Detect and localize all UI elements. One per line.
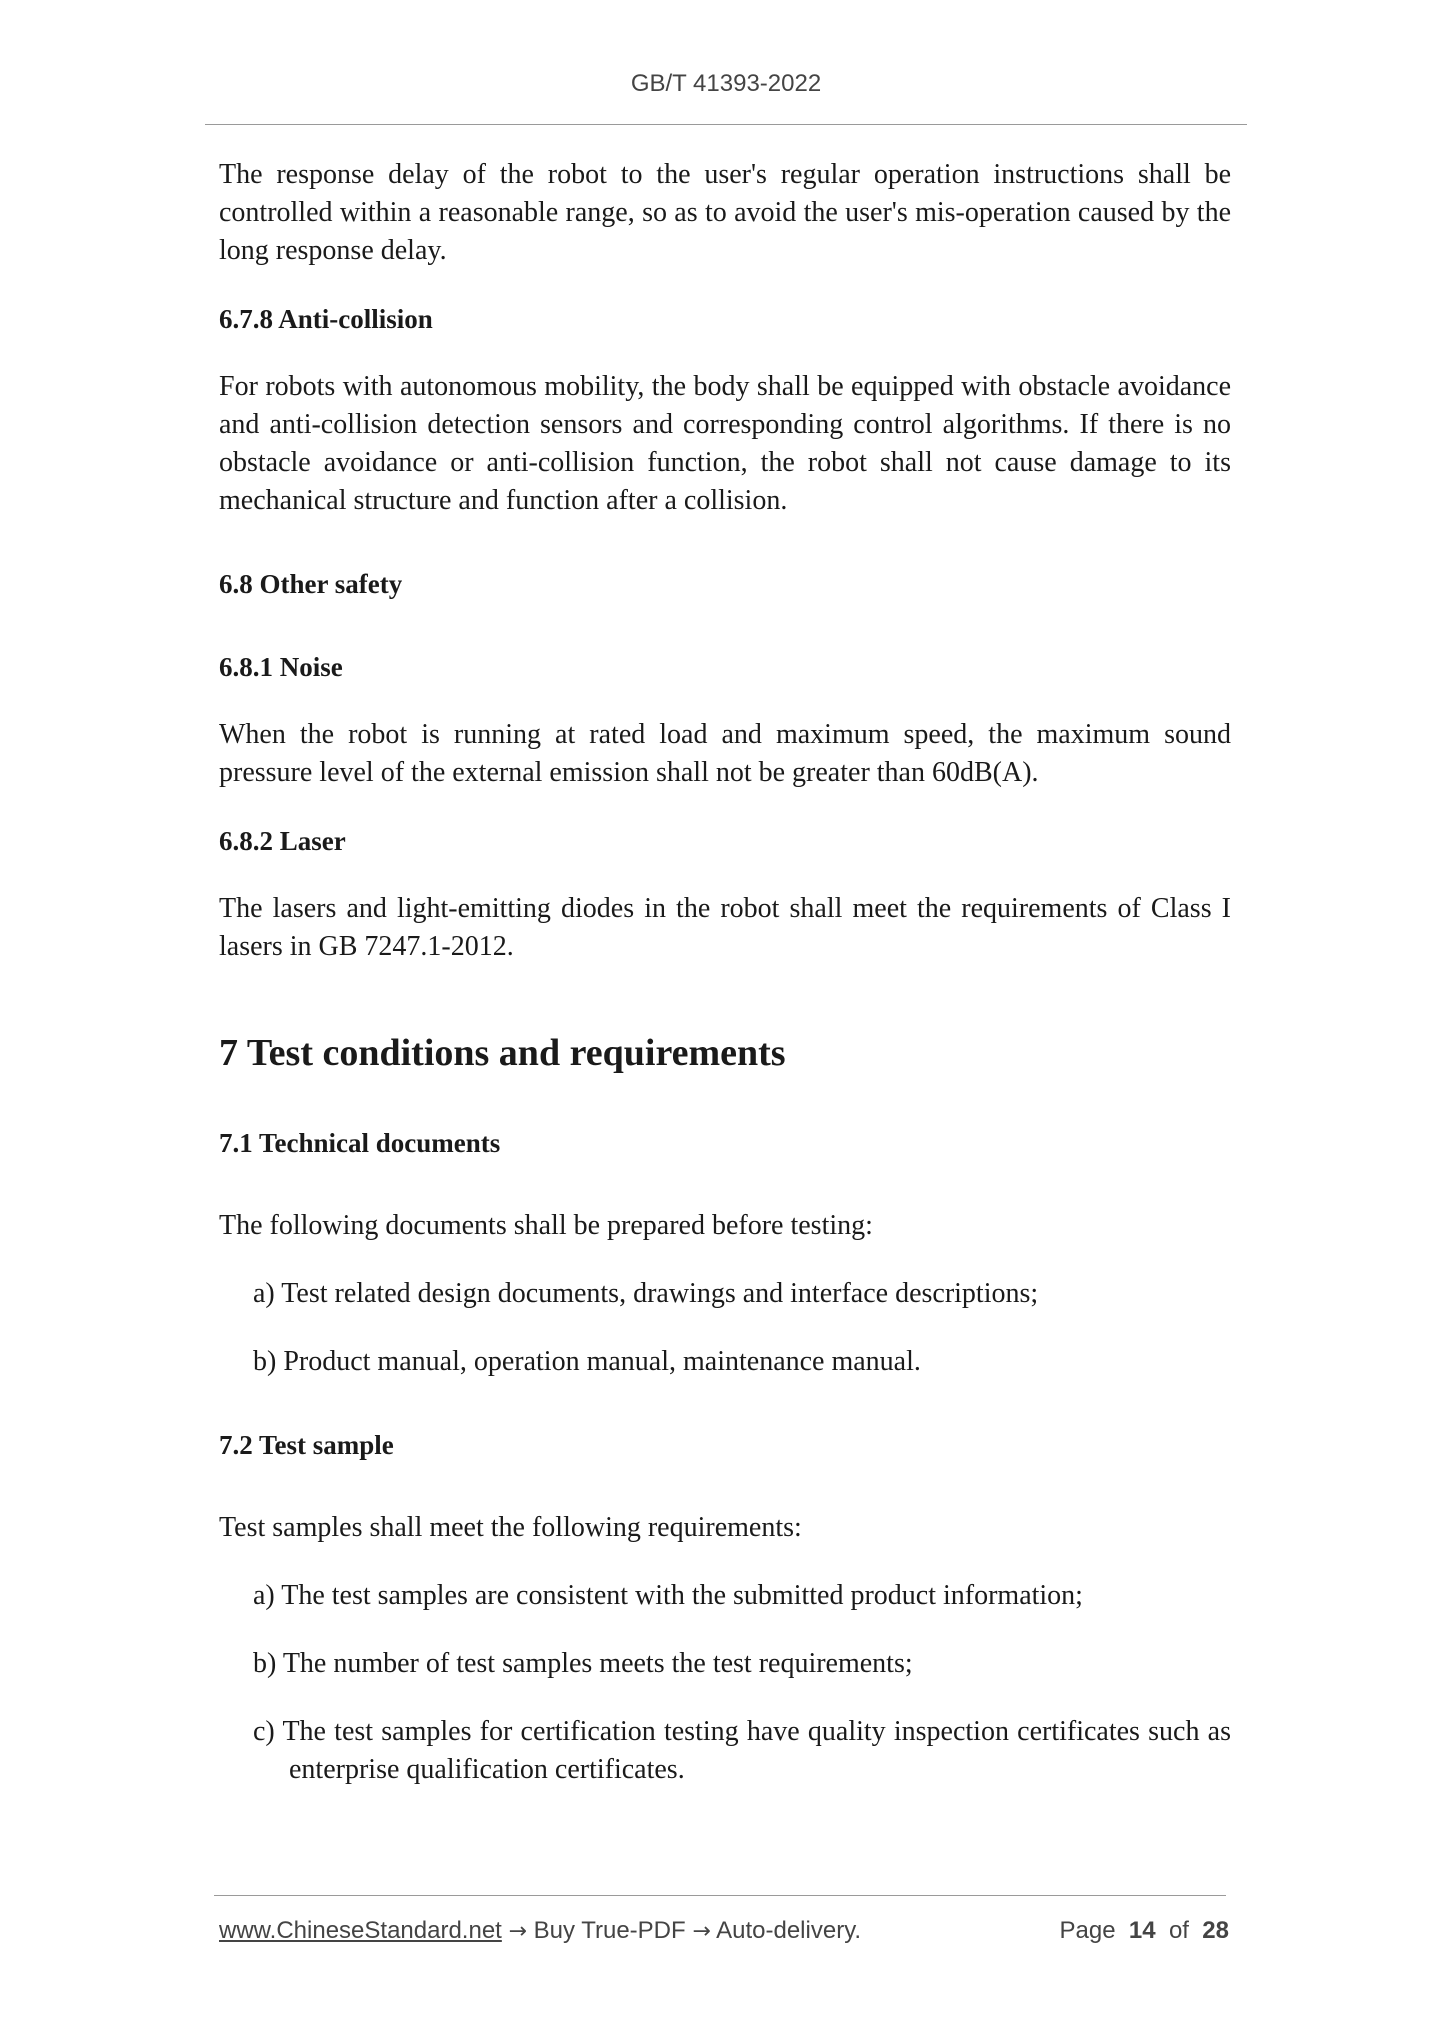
heading-6-8-2: 6.8.2 Laser bbox=[219, 826, 346, 856]
footer-links bbox=[219, 1917, 861, 1945]
list-item-design-documents: a) Test related design documents, drawings and interface descriptions; bbox=[253, 1278, 1039, 1309]
site-link[interactable]: www.ChineseStandard.net bbox=[219, 1917, 502, 1944]
page-counter bbox=[1059, 1917, 1229, 1945]
paragraph-samples-intro: Test samples shall meet the following requirements: bbox=[219, 1512, 802, 1543]
list-item-samples-consistent: a) The test samples are consistent with the submitted product information; bbox=[253, 1580, 1083, 1611]
paragraph-documents-intro: The following documents shall be prepared before testing: bbox=[219, 1210, 873, 1241]
list-item-manuals: b) Product manual, operation manual, maintenance manual. bbox=[253, 1346, 921, 1377]
paragraph-laser: The lasers and light-emitting diodes in the robot shall meet the requirements of Class I lasers in GB 7247.1-2012. bbox=[219, 893, 1231, 962]
of-label: of bbox=[1168, 1917, 1189, 1944]
auto-delivery-text: Auto-delivery. bbox=[716, 1917, 862, 1944]
document-number-header: GB/T 41393-2022 bbox=[630, 70, 822, 97]
arrow-right-icon: → bbox=[508, 1919, 527, 1944]
page-label: Page bbox=[1059, 1917, 1116, 1944]
page-content bbox=[219, 156, 1231, 1789]
heading-7-2: 7.2 Test sample bbox=[219, 1430, 394, 1460]
buy-true-pdf-text: Buy True-PDF bbox=[533, 1917, 686, 1944]
paragraph-anti-collision: For robots with autonomous mobility, the body shall be equipped with obstacle avoidance and anti-collision detection sensors and corresponding control algorithms. If there is no obstacle avoidance or anti-collision function, the robot shall not cause damage to its mechanical structure and function after a collision. bbox=[219, 371, 1231, 516]
heading-6-7-8: 6.7.8 Anti-collision bbox=[219, 304, 433, 334]
total-page-number: 28 bbox=[1202, 1917, 1229, 1944]
footer-divider bbox=[214, 1895, 1226, 1896]
heading-7-1: 7.1 Technical documents bbox=[219, 1128, 501, 1158]
arrow-right-icon: → bbox=[692, 1919, 711, 1944]
heading-6-8-1: 6.8.1 Noise bbox=[219, 652, 343, 682]
list-item-samples-certificates: c) The test samples for certification testing have quality inspection certificates such as enterprise qualification certificates. bbox=[253, 1716, 1231, 1785]
paragraph-noise: When the robot is running at rated load and maximum speed, the maximum sound pressure level of the external emission shall not be greater than 60dB(A). bbox=[219, 719, 1231, 788]
heading-section-7: 7 Test conditions and requirements bbox=[219, 1032, 786, 1074]
list-item-samples-number: b) The number of test samples meets the test requirements; bbox=[253, 1648, 913, 1679]
page-footer bbox=[219, 1917, 1229, 1951]
heading-6-8: 6.8 Other safety bbox=[219, 569, 403, 599]
paragraph-response-delay: The response delay of the robot to the user's regular operation instructions shall be controlled within a reasonable range, so as to avoid the user's mis-operation caused by the long response delay. bbox=[219, 159, 1231, 266]
current-page-number: 14 bbox=[1128, 1917, 1156, 1944]
header-divider bbox=[205, 124, 1247, 125]
